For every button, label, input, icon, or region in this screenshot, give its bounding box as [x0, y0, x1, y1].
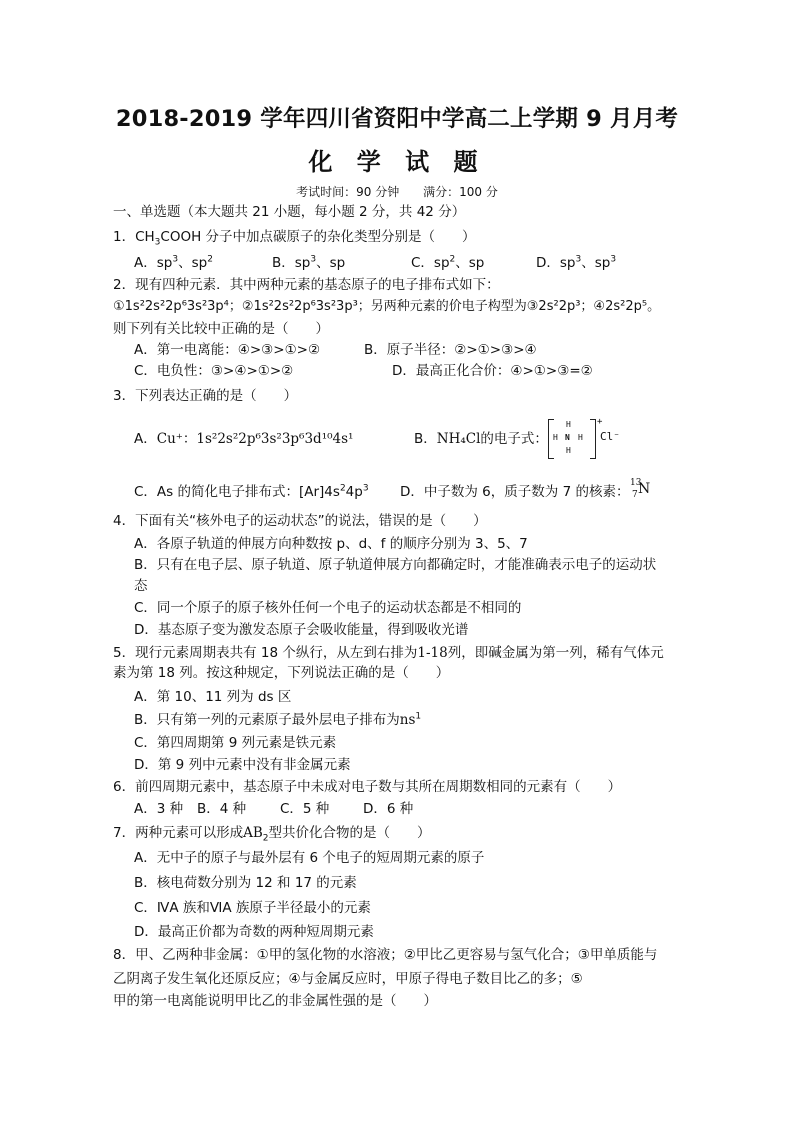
question-4-option-d: D．基态原子变为激发态原子会吸收能量，得到吸收光谱 — [134, 622, 469, 638]
question-7-option-a: A．无中子的原子与最外层有 6 个电子的短周期元素的原子 — [134, 850, 485, 866]
question-5-option-c: C．第四周期第 9 列元素是铁元素 — [134, 735, 337, 751]
exam-subject: 化 学 试 题 — [308, 148, 486, 176]
question-4-option-c: C．同一个原子的原子核外任何一个电子的运动状态都是不相同的 — [134, 600, 522, 616]
question-6-option-b: B．4 种 — [197, 801, 247, 817]
question-1-stem: 1．$CH_3COOH$ 分子中加点碳原子的杂化类型分别是（ ） — [113, 229, 476, 248]
question-1-option-b: B．$sp^3$、sp — [272, 254, 346, 271]
atomic-number: 7 — [632, 490, 638, 500]
h-top: H — [566, 420, 571, 429]
section-heading: 一、单选题（本大题共 21 小题，每小题 2 分，共 42 分） — [113, 204, 466, 220]
question-5-option-d: D．第 9 列中元素中没有非金属元素 — [134, 757, 351, 773]
question-3-stem: 3．下列表达正确的是（ ） — [113, 388, 298, 404]
question-8-stem-cont-1: 乙阴离子发生氧化还原反应；④与金属反应时，甲原子得电子数目比乙的多；⑤ — [113, 971, 583, 987]
question-2-ask: 则下列有关比较中正确的是（ ） — [113, 321, 329, 337]
question-5-stem: 5．现行元素周期表共有 18 个纵行，从左到右排为1-18列，即碱金属为第一列，稀有气体元 — [113, 645, 664, 661]
question-3-option-d: D．中子数为 6，质子数为 7 的核素： — [400, 484, 630, 500]
h-right: H — [578, 433, 583, 442]
h-left: H — [553, 433, 558, 442]
question-5-option-b: B．只有第一列的元素原子最外层电子排布为$ns^1$ — [134, 711, 422, 728]
question-6-option-a: A．3 种 — [134, 801, 184, 817]
question-7-option-c: C．ⅣA 族和ⅥA 族原子半径最小的元素 — [134, 900, 371, 916]
question-6-option-d: D．6 种 — [363, 801, 414, 817]
exam-meta — [0, 184, 794, 200]
question-4-option-b-cont: 态 — [134, 578, 148, 594]
ammonium-chloride-electron-dot — [548, 419, 628, 459]
question-3-option-a: A．Cu⁺：1s²2s²2p⁶3s²3p⁶3d¹⁰4s¹ — [134, 431, 354, 447]
question-1-option-a: A．$sp^3$、$sp^2$ — [134, 254, 213, 271]
exam-score: 满分：100 分 — [423, 185, 498, 199]
question-1-option-d: D．$sp^3$、$sp^3$ — [536, 254, 617, 271]
charge-plus: + — [597, 417, 603, 427]
question-2-option-c: C．电负性：③>④>①>② — [134, 363, 294, 379]
question-6-stem: 6．前四周期元素中，基态原子中未成对电子数与其所在周期数相同的元素有（ ） — [113, 779, 622, 795]
element-symbol: N — [638, 481, 651, 497]
question-6-option-c: C．5 种 — [280, 801, 330, 817]
question-2-option-b: B．原子半径：②>①>③>④ — [364, 342, 537, 358]
question-2-option-d: D．最高正化合价：④>①>③=② — [392, 363, 593, 379]
mass-number: 13 — [630, 478, 642, 488]
question-5-stem-cont: 素为第 18 列。按这种规定，下列说法正确的是（ ） — [113, 665, 450, 681]
question-4-option-a: A．各原子轨道的伸展方向种数按 p、d、f 的顺序分别为 3、5、7 — [134, 536, 528, 552]
question-5-option-a: A．第 10、11 列为 ds 区 — [134, 689, 292, 705]
exam-title: 2018-2019 学年四川省资阳中学高二上学期 9 月月考 — [115, 106, 679, 132]
h-bottom: H — [566, 446, 571, 455]
question-8-stem-cont-2: 甲的第一电离能说明甲比乙的非金属性强的是（ ） — [113, 993, 437, 1009]
question-7-option-d: D．最高正价都为奇数的两种短周期元素 — [134, 924, 374, 940]
question-7-option-b: B．核电荷数分别为 12 和 17 的元素 — [134, 875, 357, 891]
exam-time: 考试时间：90 分钟 — [296, 185, 400, 199]
n-center: N — [565, 433, 570, 442]
question-4-stem: 4．下面有关“核外电子的运动状态”的说法，错误的是（ ） — [113, 513, 487, 529]
question-8-stem: 8．甲、乙两种非金属：①甲的氢化物的水溶液；②甲比乙更容易与氢气化合；③甲单质能与 — [113, 947, 658, 963]
question-2-option-a: A．第一电离能：④>③>①>② — [134, 342, 321, 358]
question-1-option-c: C．$sp^2$、sp — [411, 254, 485, 271]
question-2-configs: ①1s²2s²2p⁶3s²3p⁴；②1s²2s²2p⁶3s²3p³；另两种元素的价电子构型为③2s²2p³；④2s²2p⁵。 — [113, 299, 661, 314]
question-3-option-b: B．NH₄Cl的电子式： — [414, 431, 548, 447]
chloride-ion: Cl⁻ — [600, 430, 620, 443]
question-3-option-c: C．As 的简化电子排布式：$[Ar]4s^24p^3$ — [134, 483, 369, 500]
question-7-stem: 7．两种元素可以形成$AB_2$型共价化合物的是（ ） — [113, 825, 431, 844]
question-2-stem: 2．现有四种元素．其中两种元素的基态原子的电子排布式如下： — [113, 277, 500, 293]
question-4-option-b: B．只有在电子层、原子轨道、原子轨道伸展方向都确定时，才能准确表示电子的运动状 — [134, 557, 657, 573]
right-bracket — [590, 419, 596, 459]
